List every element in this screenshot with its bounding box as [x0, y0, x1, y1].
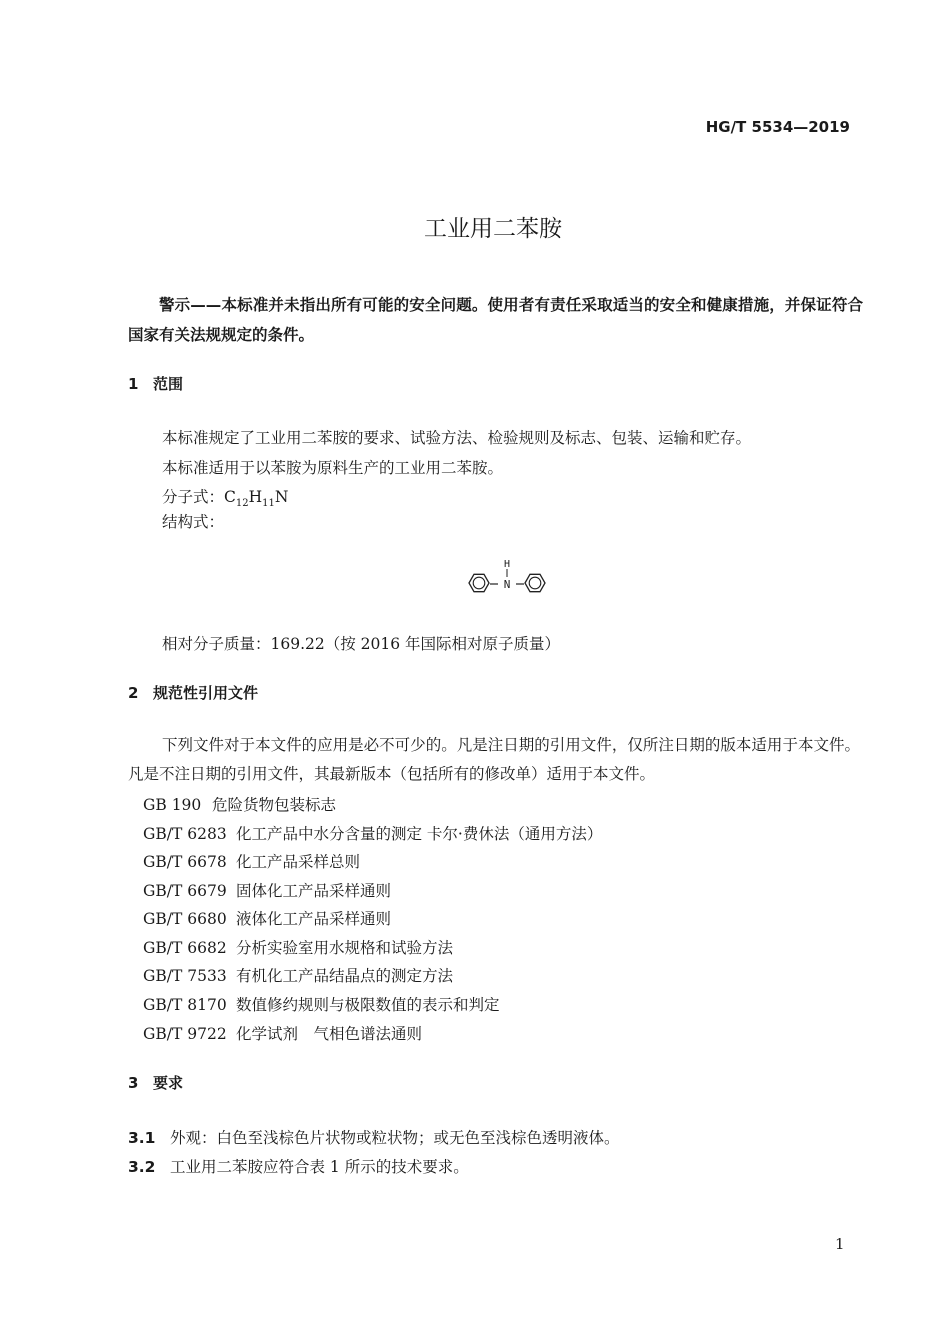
reference-title: 化工产品采样总则 — [236, 853, 361, 871]
requirement-text: 外观：白色至浅棕色片状物或粒状物；或无色至浅棕色透明液体。 — [170, 1129, 620, 1147]
nitrogen-atom: N — [503, 578, 511, 591]
standard-code: HG/T 5534—2019 — [705, 118, 850, 136]
reference-title: 化学试剂 气相色谱法通则 — [236, 1025, 423, 1043]
reference-title: 危险货物包装标志 — [212, 796, 337, 814]
reference-title: 固体化工产品采样通则 — [236, 882, 392, 900]
formula-h-subscript: 11 — [262, 498, 275, 509]
formula-c-subscript: 12 — [235, 498, 249, 509]
reference-code: GB/T 6283 — [143, 825, 227, 843]
reference-code: GB/T 7533 — [143, 967, 227, 985]
section-1-number: 1 — [128, 375, 139, 393]
reference-code: GB 190 — [143, 796, 202, 814]
section-3-heading — [128, 1072, 183, 1093]
structure-label: 结构式： — [162, 513, 225, 531]
requirement-number: 3.1 — [128, 1129, 156, 1147]
section-2-title: 规范性引用文件 — [153, 684, 259, 702]
reference-item — [143, 993, 500, 1015]
reference-code: GB/T 6682 — [143, 939, 227, 957]
page-number: 1 — [835, 1235, 845, 1253]
normative-references-intro: 下列文件对于本文件的应用是必不可少的。凡是注日期的引用文件，仅所注日期的版本适用于本文件。凡是不注日期的引用文件，其最新版本（包括所有的修改单）适用于本文件。 — [128, 736, 860, 783]
reference-item — [143, 907, 391, 929]
reference-item — [143, 879, 391, 901]
scope-paragraph-2: 本标准适用于以苯胺为原料生产的工业用二苯胺。 — [162, 459, 504, 477]
reference-code: GB/T 9722 — [143, 1025, 227, 1043]
section-2-number: 2 — [128, 684, 139, 702]
reference-title: 有机化工产品结晶点的测定方法 — [236, 967, 454, 985]
reference-item — [143, 964, 453, 986]
section-1-title: 范围 — [153, 375, 184, 393]
requirement-text: 工业用二苯胺应符合表 1 所示的技术要求。 — [170, 1158, 469, 1176]
warning-paragraph: 警示——本标准并未指出所有可能的安全问题。使用者有责任采取适当的安全和健康措施，并保证符合国家有关法规规定的条件。 — [128, 296, 863, 344]
reference-title: 数值修约规则与极限数值的表示和判定 — [236, 996, 500, 1014]
section-2-heading — [128, 682, 258, 703]
molecular-mass: 相对分子质量：169.22（按 2016 年国际相对原子质量） — [162, 635, 561, 653]
reference-title: 分析实验室用水规格和试验方法 — [236, 939, 454, 957]
reference-title: 液体化工产品采样通则 — [236, 910, 392, 928]
hydrogen-atom: H — [503, 559, 511, 570]
molecular-formula — [162, 485, 288, 507]
formula-n: N — [274, 488, 289, 506]
reference-item — [143, 850, 360, 872]
reference-code: GB/T 6680 — [143, 910, 227, 928]
reference-code: GB/T 8170 — [143, 996, 227, 1014]
requirement-item — [128, 1155, 469, 1177]
section-3-title: 要求 — [153, 1074, 184, 1092]
reference-item — [143, 793, 336, 815]
reference-item — [143, 822, 602, 844]
requirement-item — [128, 1126, 620, 1148]
reference-item — [143, 1022, 422, 1044]
reference-item — [143, 936, 453, 958]
left-ring-circle — [473, 577, 485, 589]
reference-title: 化工产品中水分含量的测定 卡尔·费休法（通用方法） — [236, 825, 603, 843]
right-ring-circle — [529, 577, 541, 589]
reference-code: GB/T 6678 — [143, 853, 227, 871]
scope-paragraph-1: 本标准规定了工业用二苯胺的要求、试验方法、检验规则及标志、包装、运输和贮存。 — [162, 429, 752, 447]
formula-h: H — [248, 488, 263, 506]
diphenylamine-structure — [464, 558, 554, 600]
formula-c: C — [224, 488, 236, 506]
requirement-number: 3.2 — [128, 1158, 156, 1176]
formula-label: 分子式： — [162, 488, 225, 506]
section-3-number: 3 — [128, 1074, 139, 1092]
section-1-heading — [128, 373, 183, 394]
page-title: 工业用二苯胺 — [424, 216, 562, 242]
reference-code: GB/T 6679 — [143, 882, 227, 900]
